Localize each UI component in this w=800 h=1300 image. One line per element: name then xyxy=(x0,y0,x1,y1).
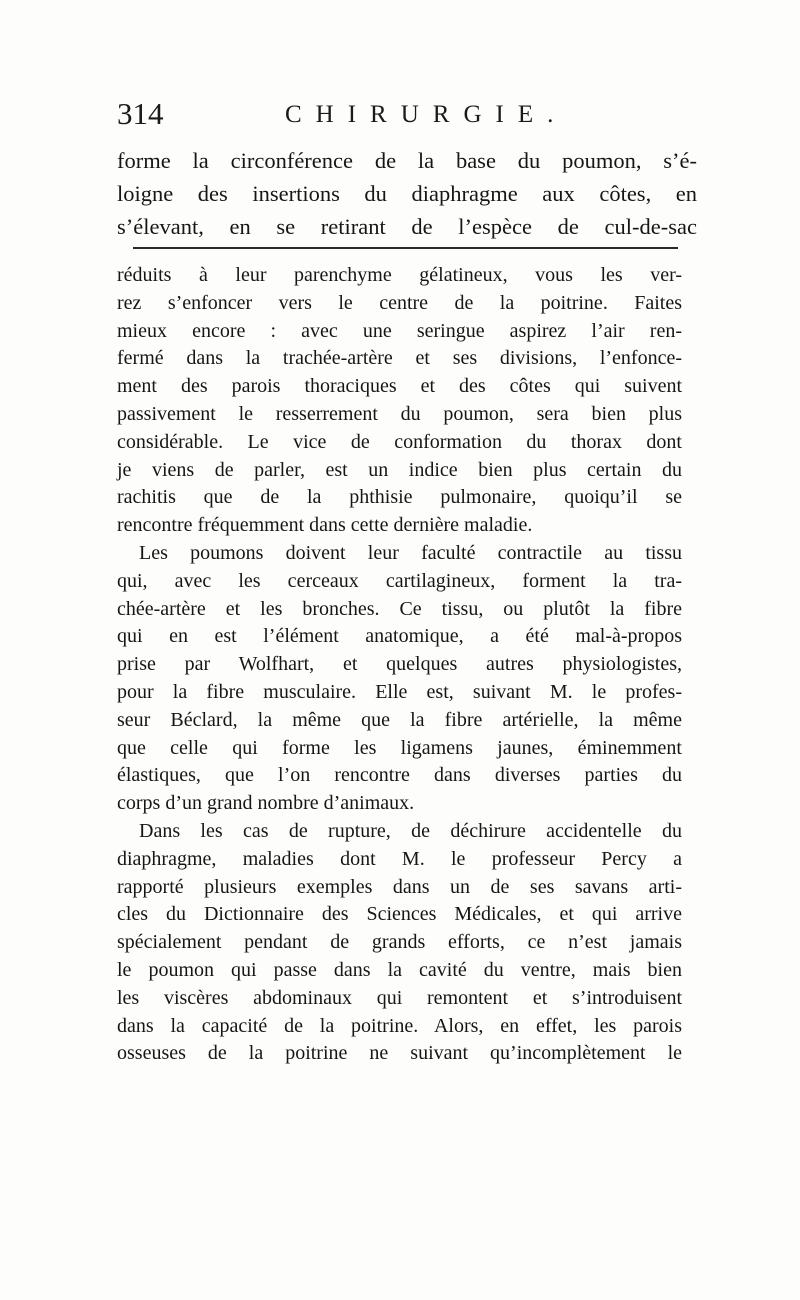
note-text-line: prise par Wolfhart, et quelques autres physiologistes, xyxy=(117,653,682,676)
note-text-line: ment des parois thoraciques et des côtes qui suivent xyxy=(117,375,682,398)
note-text-line: qui en est l’élément anatomique, a été mal-à-propos xyxy=(117,625,682,648)
note-text-line: diaphragme, maladies dont M. le professeur Percy a xyxy=(117,847,682,870)
note-text-line: fermé dans la trachée-artère et ses divisions, l’enfonce- xyxy=(117,347,682,370)
note-text-line: Dans les cas de rupture, de déchirure accidentelle du xyxy=(139,819,682,842)
page-header xyxy=(117,96,697,136)
note-text-line: réduits à leur parenchyme gélatineux, vous les ver- xyxy=(117,264,682,286)
main-text-block xyxy=(117,144,697,243)
note-text-line: je viens de parler, est un indice bien plus certain du xyxy=(117,458,682,481)
note-text-line: seur Béclard, la même que la fibre artérielle, la même xyxy=(117,708,682,731)
note-text-line: rencontre fréquemment dans cette dernière maladie. xyxy=(117,514,533,537)
note-text-line: Les poumons doivent leur faculté contractile au tissu xyxy=(139,541,682,564)
note-text-line: osseuses de la poitrine ne suivant qu’incomplètement le xyxy=(117,1042,682,1065)
note-text-line: élastiques, que l’on rencontre dans diverses parties du xyxy=(117,764,682,787)
main-text-line: s’élevant, en se retirant de l’espèce de cul-de-sac xyxy=(117,214,697,239)
note-text-line: spécialement pendant de grands efforts, ce n’est jamais xyxy=(117,931,682,954)
note-text-line: qui, avec les cerceaux cartilagineux, forment la tra- xyxy=(117,569,682,592)
note-text-line: cles du Dictionnaire des Sciences Médicales, et qui arrive xyxy=(117,903,682,926)
note-text-block xyxy=(117,262,682,1068)
main-text-line: loigne des insertions du diaphragme aux côtes, en xyxy=(117,181,697,206)
note-text-line: le poumon qui passe dans la cavité du ventre, mais bien xyxy=(117,958,682,981)
note-text-line: mieux encore : avec une seringue aspirez l’air ren- xyxy=(117,319,682,342)
note-text-line: pour la fibre musculaire. Elle est, suivant M. le profes- xyxy=(117,680,682,703)
note-text-line: considérable. Le vice de conformation du thorax dont xyxy=(117,430,682,453)
footnote-divider xyxy=(133,247,678,249)
note-text-line: passivement le resserrement du poumon, sera bien plus xyxy=(117,402,682,425)
note-text-line: que celle qui forme les ligamens jaunes, éminemment xyxy=(117,736,682,759)
note-text-line: corps d’un grand nombre d’animaux. xyxy=(117,792,415,815)
note-text-line: rapporté plusieurs exemples dans un de ses savans arti- xyxy=(117,875,682,898)
running-head: CHIRURGIE. xyxy=(285,101,568,128)
note-text-line: rez s’enfoncer vers le centre de la poitrine. Faites xyxy=(117,291,682,314)
note-text-line: dans la capacité de la poitrine. Alors, en effet, les parois xyxy=(117,1014,682,1037)
note-text-line: rachitis que de la phthisie pulmonaire, quoiqu’il se xyxy=(117,486,682,509)
main-text-line: forme la circonférence de la base du poumon, s’é- xyxy=(117,148,697,173)
note-text-line: les viscères abdominaux qui remontent et s’introduisent xyxy=(117,986,682,1009)
note-text-line: chée-artère et les bronches. Ce tissu, ou plutôt la fibre xyxy=(117,597,682,620)
page-number: 314 xyxy=(117,96,164,131)
